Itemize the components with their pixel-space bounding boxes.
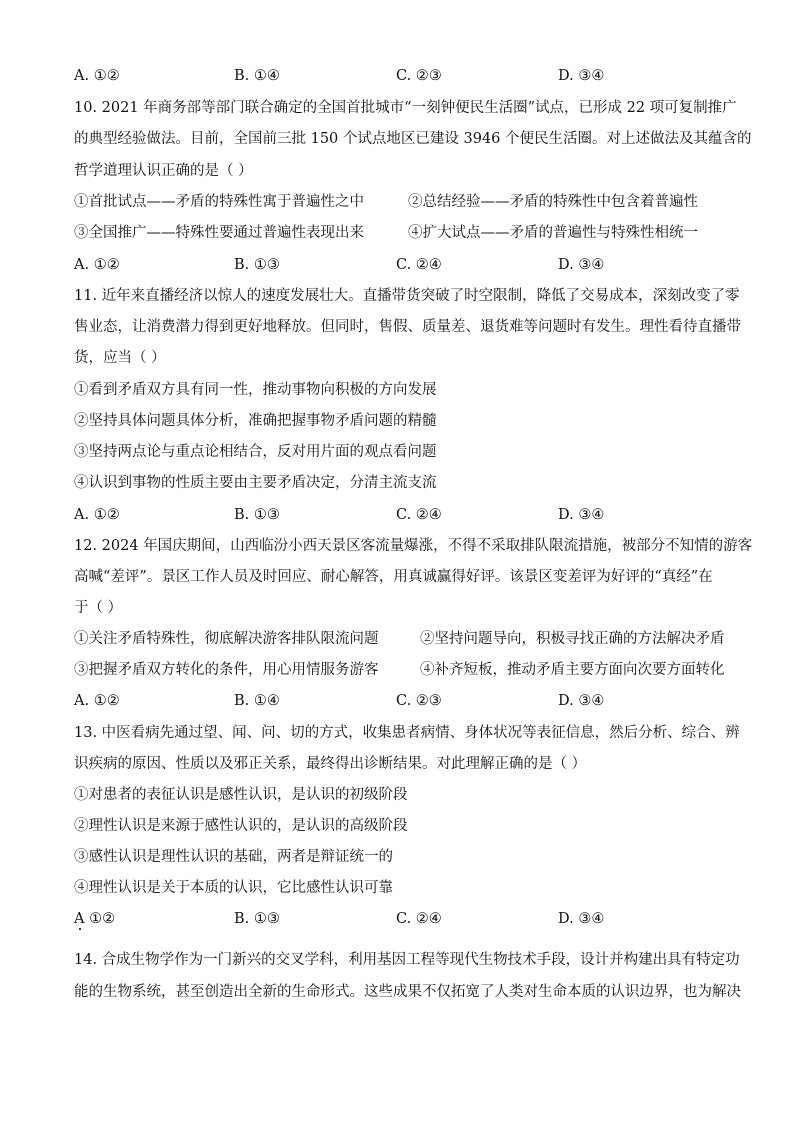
q9-option-d: D. ③④ xyxy=(558,68,605,84)
q9-option-c: C. ②③ xyxy=(396,68,442,84)
q10-statements-row-1 xyxy=(74,192,734,212)
q12-stem-line-2: 高喊“差评”。景区工作人员及时回应、耐心解答，用真诚赢得好评。该景区变差评为好评的“真经”在 xyxy=(74,569,713,585)
q11-statement-2: ②坚持具体问题具体分析，准确把握事物矛盾问题的精髓 xyxy=(74,413,437,429)
q10-options xyxy=(74,255,734,275)
q13-statement-4: ④理性认识是关于本质的认识，它比感性认识可靠 xyxy=(74,880,393,896)
stray-mark xyxy=(79,928,81,930)
q13-option-d: D. ③④ xyxy=(558,911,605,927)
q13-stem-line-2: 识疾病的原因、性质以及邪正关系，最终得出诊断结果。对此理解正确的是（ ） xyxy=(74,756,587,772)
q12-option-d: D. ③④ xyxy=(558,693,605,709)
q10-stem-line-1: 10. 2021 年商务部等部门联合确定的全国首批城市“一刻钟便民生活圈”试点，已形成 22 项可复制推广 xyxy=(74,100,737,116)
q12-option-b: B. ①④ xyxy=(234,693,280,709)
q12-statement-4: ④补齐短板，推动矛盾主要方面向次要方面转化 xyxy=(420,662,725,678)
q10-option-d: D. ③④ xyxy=(558,257,605,273)
q12-statement-3: ③把握矛盾双方转化的条件，用心用情服务游客 xyxy=(74,662,379,678)
q11-option-d: D. ③④ xyxy=(558,507,605,523)
q11-stem-line-3: 货，应当（ ） xyxy=(74,350,166,366)
q11-options xyxy=(74,505,734,525)
q13-stem-line-1: 13. 中医看病先通过望、闻、问、切的方式，收集患者病情、身体状况等表征信息，然后分析、综合、辨 xyxy=(74,725,740,741)
q10-statement-3: ③全国推广——特殊性要通过普遍性表现出来 xyxy=(74,225,364,241)
q11-stem-line-2: 售业态，让消费潜力得到更好地释放。但同时，售假、质量差、退货难等问题时有发生。理性看待直播带 xyxy=(74,319,741,335)
q10-statement-2: ②总结经验——矛盾的特殊性中包含着普遍性 xyxy=(408,194,698,210)
q13-option-a: A ①② xyxy=(74,911,116,927)
q11-stem-line-1: 11. 近年来直播经济以惊人的速度发展壮大。直播带货突破了时空限制，降低了交易成本，深刻改变了零 xyxy=(74,288,740,304)
q11-statement-3: ③坚持两点论与重点论相结合，反对用片面的观点看问题 xyxy=(74,444,437,460)
q11-option-c: C. ②④ xyxy=(396,507,442,523)
q9-option-a: A. ①② xyxy=(74,68,120,84)
q11-option-a: A. ①② xyxy=(74,507,120,523)
q12-statements-row-2 xyxy=(74,660,734,680)
q10-statements-row-2 xyxy=(74,223,734,243)
q12-stem-line-3: 于（ ） xyxy=(74,600,123,616)
q13-statement-3: ③感性认识是理性认识的基础，两者是辩证统一的 xyxy=(74,849,393,865)
q10-option-a: A. ①② xyxy=(74,257,120,273)
q10-statement-4: ④扩大试点——矛盾的普遍性与特殊性相统一 xyxy=(408,225,698,241)
q13-options xyxy=(74,909,734,929)
q12-statement-2: ②坚持问题导向，积极寻找正确的方法解决矛盾 xyxy=(420,631,725,647)
q10-statement-1: ①首批试点——矛盾的特殊性寓于普遍性之中 xyxy=(74,194,364,210)
q14-stem-line-2: 能的生物系统，甚至创造出全新的生命形式。这些成果不仅拓宽了人类对生命本质的认识边界，也为解决 xyxy=(74,984,741,1000)
q12-options xyxy=(74,691,734,711)
q11-statement-1: ①看到矛盾双方具有同一性，推动事物向积极的方向发展 xyxy=(74,382,437,398)
q10-stem-line-2: 的典型经验做法。目前，全国前三批 150 个试点地区已建设 3946 个便民生活圈。对上述做法及其蕴含的 xyxy=(74,131,752,147)
q13-statement-2: ②理性认识是来源于感性认识的，是认识的高级阶段 xyxy=(74,818,408,834)
q12-statement-1: ①关注矛盾特殊性，彻底解决游客排队限流问题 xyxy=(74,631,379,647)
q12-option-c: C. ②③ xyxy=(396,693,442,709)
q13-statement-1: ①对患者的表征认识是感性认识，是认识的初级阶段 xyxy=(74,787,408,803)
q10-stem-line-3: 哲学道理认识正确的是（ ） xyxy=(74,163,253,179)
q14-stem-line-1: 14. 合成生物学作为一门新兴的交叉学科，利用基因工程等现代生物技术手段，设计并构建出具有特定功 xyxy=(74,952,740,968)
q10-option-c: C. ②④ xyxy=(396,257,442,273)
q12-statements-row-1 xyxy=(74,629,734,649)
q13-option-c: C. ②④ xyxy=(396,911,442,927)
q11-option-b: B. ①③ xyxy=(234,507,280,523)
q11-statement-4: ④认识到事物的性质主要由主要矛盾决定，分清主流支流 xyxy=(74,475,437,491)
q12-stem-line-1: 12. 2024 年国庆期间，山西临汾小西天景区客流量爆涨，不得不采取排队限流措施，被部分不知情的游客 xyxy=(74,538,753,554)
q10-option-b: B. ①③ xyxy=(234,257,280,273)
q13-option-b: B. ①③ xyxy=(234,911,280,927)
q12-option-a: A. ①② xyxy=(74,693,120,709)
q9-option-b: B. ①④ xyxy=(234,68,280,84)
q9-options xyxy=(74,66,734,86)
